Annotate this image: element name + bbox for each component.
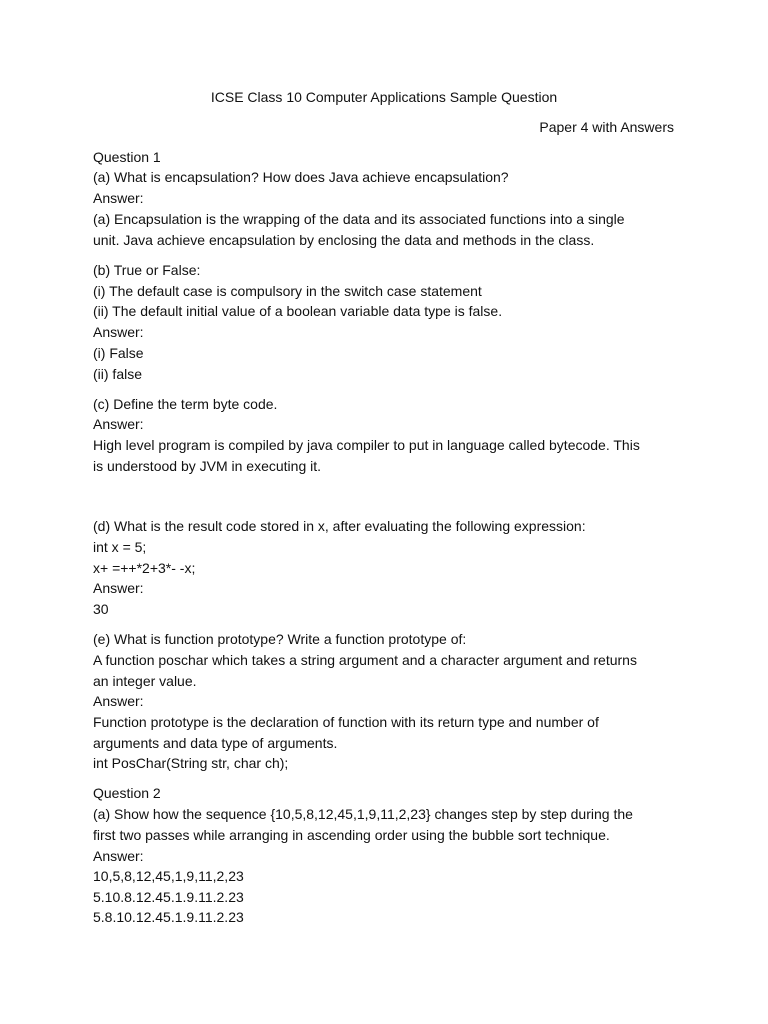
answer-label: Answer:: [93, 580, 144, 596]
question-text: A function poschar which takes a string argument and a character argument and returns: [93, 652, 637, 668]
answer-text: is understood by JVM in executing it.: [93, 458, 322, 474]
answer-text: arguments and data type of arguments.: [93, 735, 338, 751]
answer-text: (a) Encapsulation is the wrapping of the data and its associated functions into a single: [93, 211, 625, 227]
question-1c-text: (c) Define the term byte code.: [93, 396, 278, 412]
answer-text: 5.8.10.12.45.1.9.11.2.23: [93, 909, 244, 925]
question-1-heading: Question 1: [93, 149, 161, 165]
answer-label: Answer:: [93, 324, 144, 340]
code-line: int x = 5;: [93, 539, 147, 555]
answer-text: High level program is compiled by java compiler to put in language called bytecode. This: [93, 437, 640, 453]
question-2a-text: (a) Show how the sequence {10,5,8,12,45,1,9,11,2,23} changes step by step during the: [93, 806, 633, 822]
answer-text: 30: [93, 601, 109, 617]
question-1a-text: (a) What is encapsulation? How does Java achieve encapsulation?: [93, 169, 509, 185]
document-title-line-2: Paper 4 with Answers: [539, 119, 674, 135]
answer-label: Answer:: [93, 693, 144, 709]
document-title-line-1: ICSE Class 10 Computer Applications Sample Question: [210, 89, 558, 105]
answer-text: unit. Java achieve encapsulation by enclosing the data and methods in the class.: [93, 232, 595, 248]
answer-text: (i) False: [93, 345, 144, 361]
answer-text: 10,5,8,12,45,1,9,11,2,23: [93, 868, 244, 884]
question-2-heading: Question 2: [93, 785, 161, 801]
answer-label: Answer:: [93, 190, 144, 206]
question-text: first two passes while arranging in ascending order using the bubble sort technique.: [93, 827, 610, 843]
answer-label: Answer:: [93, 416, 144, 432]
question-1e-text: (e) What is function prototype? Write a function prototype of:: [93, 631, 467, 647]
code-line: x+ =++*2+3*- -x;: [93, 560, 196, 576]
answer-label: Answer:: [93, 848, 144, 864]
code-line: int PosChar(String str, char ch);: [93, 755, 289, 771]
question-1b-text: (b) True or False:: [93, 262, 201, 278]
question-text: an integer value.: [93, 673, 197, 689]
answer-text: 5.10.8.12.45.1.9.11.2.23: [93, 889, 244, 905]
answer-text: Function prototype is the declaration of function with its return type and number of: [93, 714, 599, 730]
answer-text: (ii) false: [93, 366, 143, 382]
question-text: (ii) The default initial value of a boolean variable data type is false.: [93, 303, 503, 319]
question-text: (i) The default case is compulsory in the switch case statement: [93, 283, 482, 299]
question-1d-text: (d) What is the result code stored in x, after evaluating the following expression:: [93, 518, 586, 534]
